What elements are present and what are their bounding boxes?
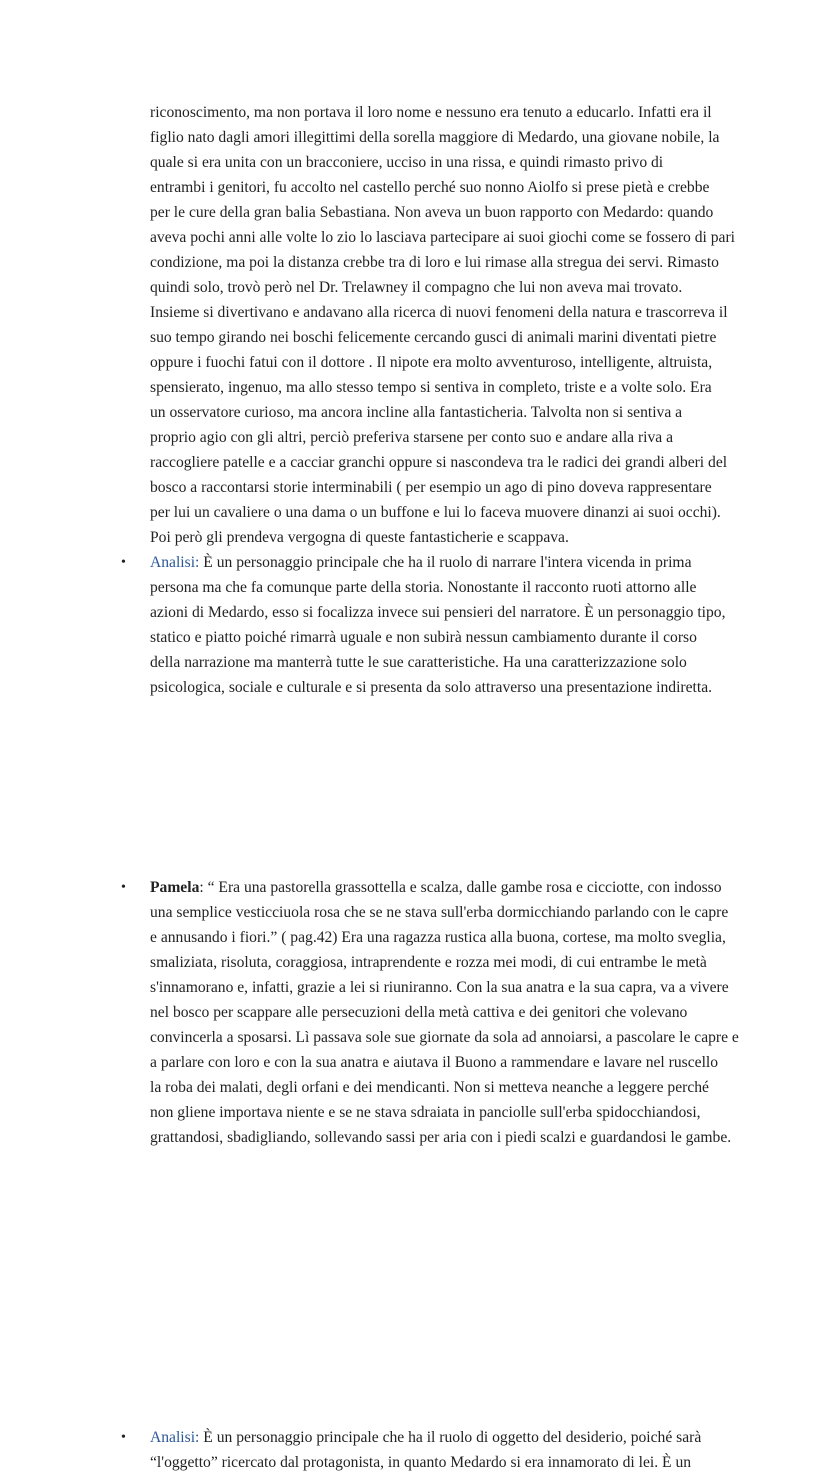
text-line: della narrazione ma manterrà tutte le sue caratteristiche. Ha una caratterizzazione solo (150, 654, 687, 671)
text-line: spensierato, ingenuo, ma allo stesso tempo si sentiva in completo, triste e a volte solo. Era (150, 379, 712, 396)
text-line: s'innamorano e, infatti, grazie a lei si riuniranno. Con la sua anatra e la sua capra, va a vivere (150, 979, 729, 996)
text-line: Insieme si divertivano e andavano alla ricerca di nuovi fenomeni della natura e trascorreva il (150, 304, 728, 321)
text-line: Poi però gli prendeva vergogna di queste fantasticherie e scappava. (150, 529, 569, 546)
analisi-first-line: È un personaggio principale che ha il ruolo di narrare l'intera vicenda in prima (199, 554, 692, 571)
text-line: grattandosi, sbadigliando, sollevando sassi per aria con i piedi scalzi e guardandosi le gambe. (150, 1129, 732, 1146)
bullet-icon: • (121, 880, 126, 895)
text-line: quale si era unita con un bracconiere, ucciso in una rissa, e quindi rimasto privo di (150, 154, 664, 171)
text-line: una semplice vesticciuola rosa che se ne stava sull'erba dormicchiando parlando con le capre (150, 904, 729, 921)
text-line: per lui un cavaliere o una dama o un buffone e lui lo faceva muovere dinanzi ai suoi occhi). (150, 504, 721, 521)
text-line: aveva pochi anni alle volte lo zio lo lasciava partecipare ai suoi giochi come se fossero di pari (150, 229, 735, 246)
text-line: figlio nato dagli amori illegittimi della sorella maggiore di Medardo, una giovane nobile, la (150, 129, 720, 146)
text-line: proprio agio con gli altri, perciò preferiva starsene per conto suo e andare alla riva a (150, 429, 674, 446)
analisi-bullet-narratore (121, 550, 730, 700)
analisi-label: Analisi: (150, 1429, 200, 1446)
analisi-bullet-pamela (121, 1425, 730, 1475)
analisi-first-line: È un personaggio principale che ha il ruolo di oggetto del desiderio, poiché sarà (199, 1429, 702, 1446)
text-line: quindi solo, trovò però nel Dr. Trelawney il compagno che lui non aveva mai trovato. (150, 279, 683, 296)
character-name: Pamela (150, 879, 200, 896)
text-line: la roba dei malati, degli orfani e dei mendicanti. Non si metteva neanche a leggere perché (150, 1079, 709, 1096)
bullet-icon: • (121, 555, 126, 570)
text-line: riconoscimento, ma non portava il loro nome e nessuno era tenuto a educarlo. Infatti era il (150, 104, 712, 121)
text-line: nel bosco per scappare alle persecuzioni della metà cattiva e dei genitori che volevano (150, 1004, 688, 1021)
text-line: azioni di Medardo, esso si focalizza invece sui pensieri del narratore. È un personaggio tipo, (150, 604, 726, 621)
pamela-bullet (121, 875, 739, 1150)
text-line: suo tempo girando nei boschi felicemente cercando gusci di animali marini diventati pietre (150, 329, 717, 346)
text-line: persona ma che fa comunque parte della storia. Nonostante il racconto ruoti attorno alle (150, 579, 697, 596)
text-line: a parlare con loro e con la sua anatra e aiutava il Buono a rammendare e lavare nel ruscello (150, 1054, 719, 1071)
text-line (150, 875, 730, 900)
text-line: entrambi i genitori, fu accolto nel castello perché suo nonno Aiolfo si prese pietà e crebbe (150, 179, 710, 196)
text-line: raccogliere patelle e a cacciar granchi oppure si nascondeva tra le radici dei grandi alberi del (150, 454, 728, 471)
text-line: smaliziata, risoluta, coraggiosa, intraprendente e rozza mei modi, di cui entrambe le metà (150, 954, 707, 971)
bullet-icon: • (121, 1430, 126, 1445)
text-line: condizione, ma poi la distanza crebbe tra di loro e lui rimase alla stregua dei servi. Rimasto (150, 254, 719, 271)
text-line: un osservatore curioso, ma ancora incline alla fantasticheria. Talvolta non si sentiva a (150, 404, 683, 421)
text-line: psicologica, sociale e culturale e si presenta da solo attraverso una presentazione indiretta. (150, 679, 713, 696)
text-line: bosco a raccontarsi storie interminabili ( per esempio un ago di pino doveva rappresentare (150, 479, 712, 496)
text-line: non gliene importava niente e se ne stava sdraiata in panciolle sull'erba spidocchiandosi, (150, 1104, 701, 1121)
pamela-first-line: : “ Era una pastorella grassottella e scalza, dalle gambe rosa e cicciotte, con indosso (199, 879, 722, 896)
analisi-label: Analisi: (150, 554, 200, 571)
text-line: “l'oggetto” ricercato dal protagonista, in quanto Medardo si era innamorato di lei. È un (150, 1454, 692, 1471)
text-line: per le cure della gran balia Sebastiana. Non aveva un buon rapporto con Medardo: quando (150, 204, 714, 221)
text-line (150, 1425, 730, 1450)
text-line (150, 550, 730, 575)
text-line: convincerla a sposarsi. Lì passava sole sue giornate da sola ad annoiarsi, a pascolare le capre e (150, 1029, 739, 1046)
text-line: e annusando i fiori.” ( pag.42) Era una ragazza rustica alla buona, cortese, ma molto sveglia, (150, 929, 726, 946)
text-line: statico e piatto poiché rimarrà uguale e non subirà nessun cambiamento durante il corso (150, 629, 697, 646)
text-line: oppure i fuochi fatui con il dottore . Il nipote era molto avventuroso, intelligente, altruista, (150, 354, 713, 371)
intro-paragraph (150, 100, 735, 550)
